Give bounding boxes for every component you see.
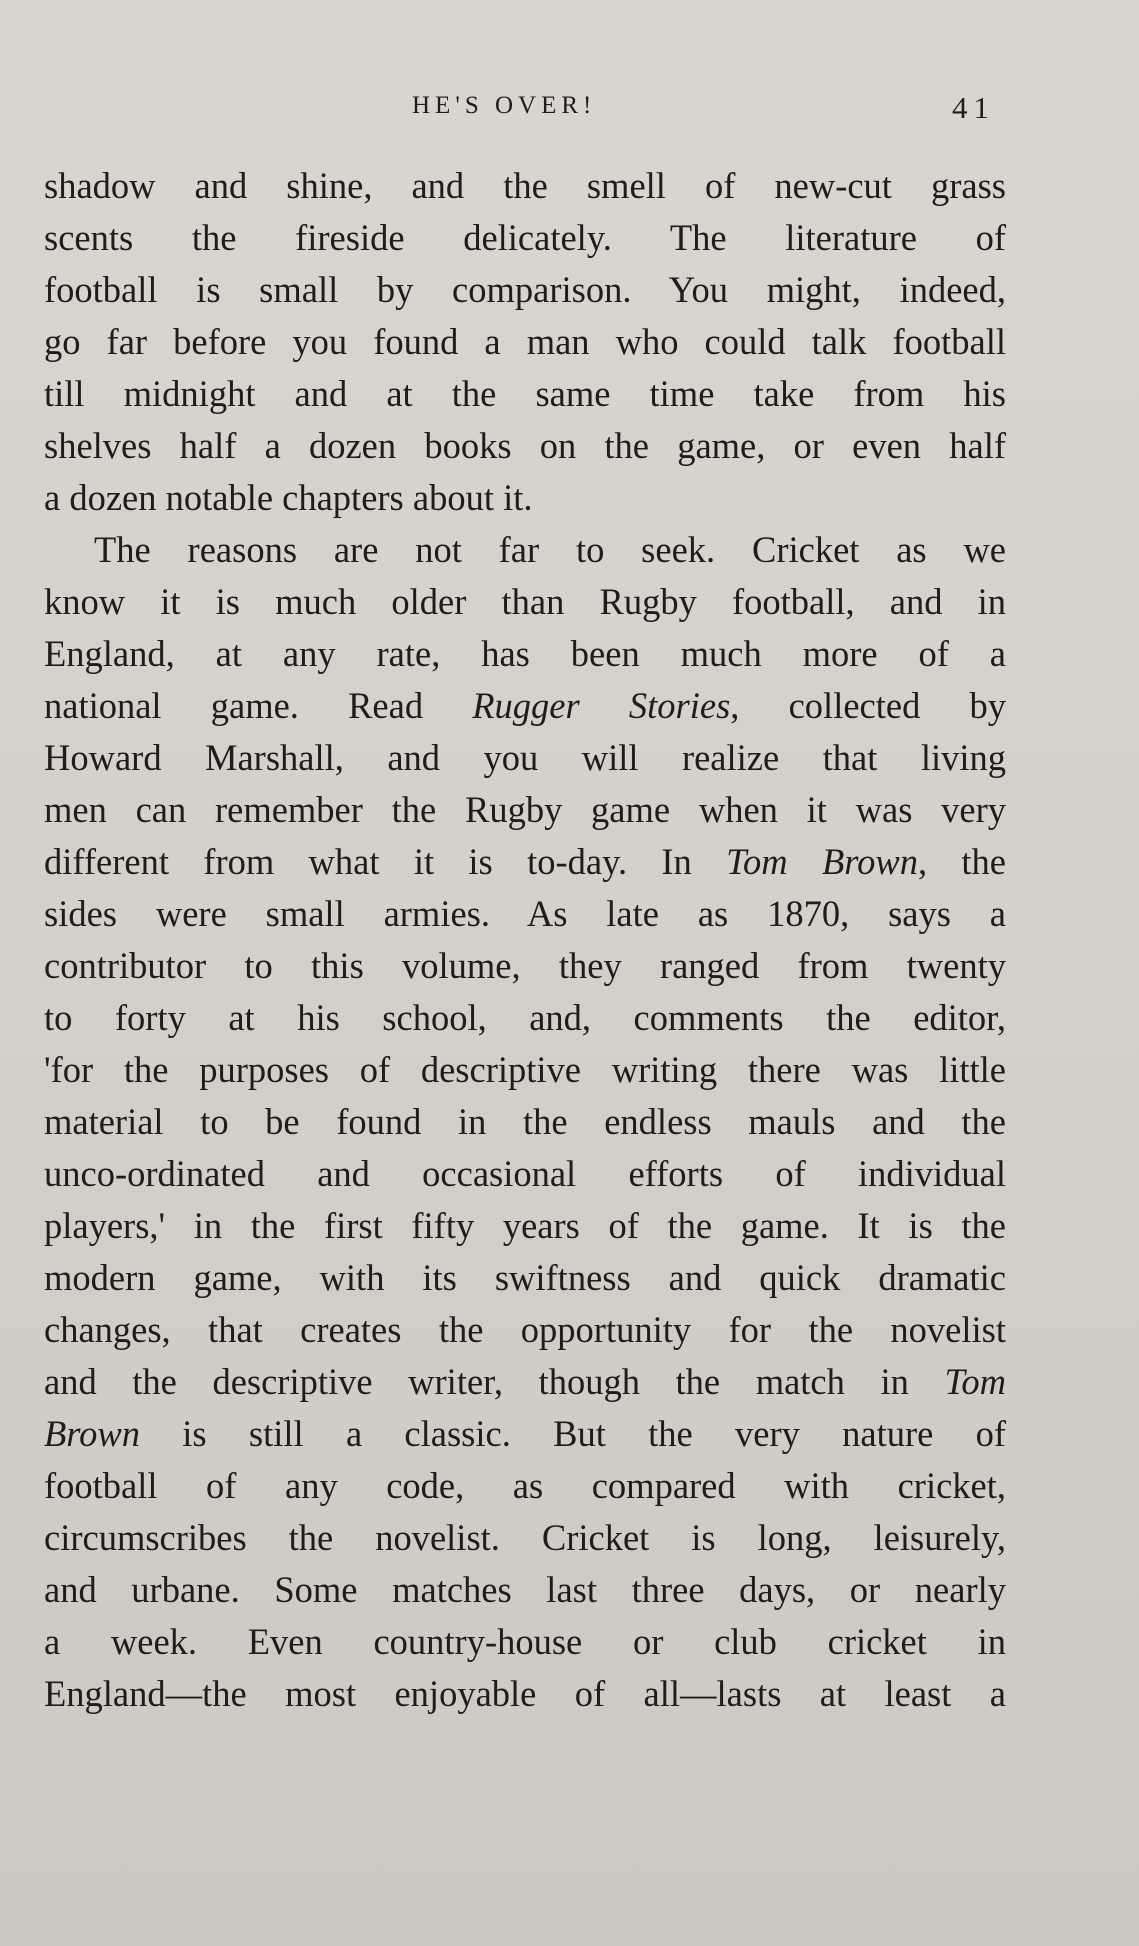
book-title-tom-brown: Tom Brown [726, 841, 918, 882]
text-line: a week. Even country-house or club cricket in [44, 1621, 1006, 1662]
text-line: shelves half a dozen books on the game, or even half [44, 425, 1006, 466]
text-line: unco-ordinated and occasional efforts of individual [44, 1153, 1006, 1194]
text-line: changes, that creates the opportunity for the novelist [44, 1309, 1006, 1350]
page-number: 41 [952, 90, 995, 125]
text-line: different from what it is to-day. In Tom Brown, the [44, 841, 1007, 882]
text-line: England—the most enjoyable of all—lasts at least a [44, 1673, 1006, 1714]
text-line: shadow and shine, and the smell of new-cut grass [44, 165, 1006, 206]
body-text [44, 160, 1006, 1720]
text-line: football of any code, as compared with cricket, [44, 1465, 1006, 1506]
paragraph-end-line: a dozen notable chapters about it. [44, 477, 533, 518]
text-line: know it is much older than Rugby football, and in [44, 581, 1006, 622]
text-line: football is small by comparison. You might, indeed, [44, 269, 1006, 310]
text-line: contributor to this volume, they ranged from twenty [44, 945, 1006, 986]
text-line: Howard Marshall, and you will realize that living [44, 737, 1006, 778]
text-line: till midnight and at the same time take from his [44, 373, 1006, 414]
text-line: men can remember the Rugby game when it was very [44, 789, 1006, 830]
text-line: scents the fireside delicately. The literature of [44, 217, 1006, 258]
text-line: England, at any rate, has been much more of a [44, 633, 1006, 674]
text-line: modern game, with its swiftness and quick dramatic [44, 1257, 1006, 1298]
text-line: players,' in the first fifty years of the game. It is the [44, 1205, 1006, 1246]
text-line: Brown is still a classic. But the very nature of [44, 1413, 1006, 1454]
text-line: go far before you found a man who could talk football [44, 321, 1006, 362]
text-line: and the descriptive writer, though the match in Tom [44, 1361, 1006, 1402]
paragraph-start-line: The reasons are not far to seek. Cricket as we [94, 529, 1006, 570]
book-title-rugger-stories: Rugger Stories [472, 685, 731, 726]
book-title-tom: Tom [944, 1361, 1006, 1402]
running-head-title: HE'S OVER! [412, 92, 597, 119]
running-head [0, 92, 1139, 132]
text-line: to forty at his school, and, comments the editor, [44, 997, 1006, 1038]
text-line: sides were small armies. As late as 1870, says a [44, 893, 1006, 934]
text-line: material to be found in the endless mauls and the [44, 1101, 1006, 1142]
book-title-brown: Brown [44, 1413, 140, 1454]
text-line: national game. Read Rugger Stories, collected by [44, 685, 1006, 726]
text-line: circumscribes the novelist. Cricket is long, leisurely, [44, 1517, 1006, 1558]
text-line: 'for the purposes of descriptive writing there was little [44, 1049, 1006, 1090]
text-line: and urbane. Some matches last three days, or nearly [44, 1569, 1006, 1610]
